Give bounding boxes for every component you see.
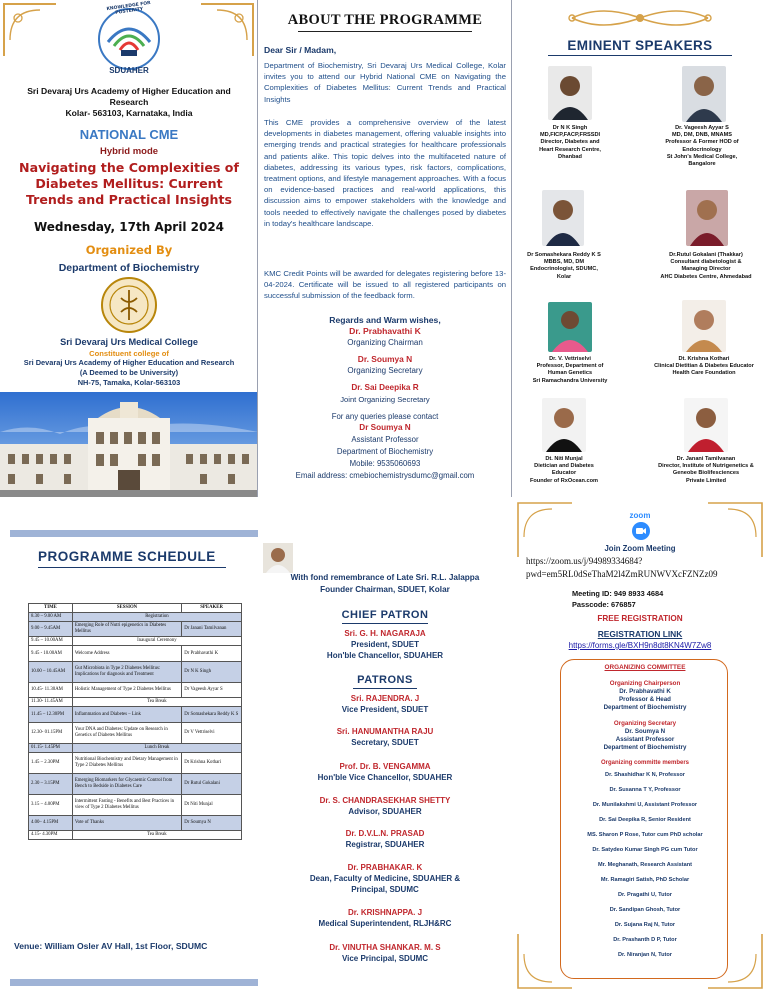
- speaker-photo: [682, 300, 726, 352]
- about-heading: ABOUT THE PROGRAMME: [287, 12, 483, 28]
- free-registration: FREE REGISTRATION: [597, 614, 683, 623]
- table-row: [29, 723, 242, 744]
- column-header: TIME: [29, 604, 73, 613]
- speaker-card: Dt. Krishna Kothari Clinical Dietitian & Diabetes Educator Health Care Foundation: [654, 356, 754, 377]
- session-cell: Holistic Management of Type 2 Diabetes Mellitus: [72, 683, 181, 698]
- time-cell: 4.15- 4.30PM: [29, 831, 73, 840]
- patron-role: Registrar, SDUAHER: [345, 840, 425, 849]
- table-row: [29, 646, 242, 662]
- about-panel: [258, 0, 512, 497]
- contact-role: Assistant Professor: [351, 435, 419, 444]
- ornament-header-icon: [512, 0, 768, 36]
- contact-name: Dr Soumya N: [359, 423, 411, 432]
- zoom-heading: Join Zoom Meeting: [604, 544, 676, 553]
- patron-name: Prof. Dr. B. VENGAMMA: [339, 762, 431, 771]
- session-cell: Emerging Role of Nutri epigenetics in Diabetes Mellitus: [72, 622, 181, 637]
- meeting-id: Meeting ID: 949 8933 4684: [572, 589, 664, 598]
- committee-member: Dr. Sujana Raj N, Tutor: [614, 922, 676, 928]
- college-emblem-icon: [99, 276, 159, 334]
- speaker-photo: [684, 398, 728, 452]
- time-cell: 11.45 – 12.30PM: [29, 707, 73, 723]
- time-cell: 3.15 – 4.00PM: [29, 795, 73, 816]
- committee-member: Dr. Satydeo Kumar Singh PG cum Tutor: [592, 847, 698, 853]
- table-row: [29, 831, 242, 840]
- table-row: [29, 707, 242, 723]
- college-building-image: [0, 392, 258, 497]
- heading-underline: [298, 31, 472, 32]
- session-cell: Gut Microbiota in Type 2 Diabetes Mellitus: Implications for diagnosis and Treatment: [72, 662, 181, 683]
- members-heading: Organizing committe members: [600, 760, 690, 766]
- session-cell: Emerging Biomarkers for Glycaemic Control from Bench to Bedside in Diabetes Care: [72, 774, 181, 795]
- speaker-cell: Dt Krishna Kothari: [182, 753, 242, 774]
- session-cell: Inflammation and Diabetes – Link: [72, 707, 181, 723]
- session-cell: Nutritional Biochemistry and Dietary Management in Type 2 Diabetes Mellitus: [72, 753, 181, 774]
- committee-heading: ORGANIZING COMMITTEE: [604, 664, 686, 671]
- venue: Venue: William Osler AV Hall, 1st Floor, SDUMC: [14, 941, 208, 951]
- chair-role: Organizing Chairman: [347, 338, 423, 347]
- zoom-link[interactable]: https://zoom.us/j/94989334684?: [526, 556, 643, 566]
- committee-member: Mr. Ramagiri Satish, PhD Scholar: [600, 877, 690, 883]
- heading-underline: [38, 567, 226, 568]
- patron-name: Dr. PRABHAKAR. K: [347, 863, 423, 872]
- heading-underline: [353, 688, 417, 689]
- table-row: [29, 683, 242, 698]
- speaker-card: Dr Somashekara Reddy K S MBBS, MD, DM Endocrinologist, SDUMC, Kolar: [527, 252, 601, 280]
- corner-ornament-icon: [197, 0, 257, 60]
- remembrance-line: Founder Chairman, SDUET, Kolar: [320, 585, 450, 594]
- table-row: [29, 613, 242, 622]
- speaker-card: Dr. Vageesh Ayyar S MD, DM, DNB, MNAMS Professor & Former HOD of Endocrinology St John's Medical College, Bangalore: [665, 125, 739, 168]
- contact-intro: For any queries please contact: [331, 412, 439, 421]
- speaker-card: Dr N K Singh MD,FICP,FACP,FRSSDI Director, Diabetes and Heart Research Centre, Dhanbad: [539, 125, 601, 160]
- time-cell: 12.30- 01.15PM: [29, 723, 73, 744]
- greeting: Dear Sir / Madam,: [264, 45, 337, 55]
- speaker-cell: Dr V Vettriselvi: [182, 723, 242, 744]
- table-row: [29, 774, 242, 795]
- committee-member: Dr. Niranjan N, Tutor: [618, 952, 672, 958]
- chief-patron-role: Hon'ble Chancellor, SDUAHER: [326, 651, 444, 660]
- heading-underline: [548, 55, 732, 56]
- logo-text: SDUAHER: [109, 66, 149, 75]
- speaker-photo: [542, 190, 584, 246]
- patron-name: Sri. RAJENDRA. J: [350, 694, 420, 703]
- patron-role: Vice Principal, SDUMC: [341, 954, 429, 963]
- patron-name: Dr. D.V.L.N. PRASAD: [345, 829, 425, 838]
- passcode: Passcode: 676857: [572, 600, 636, 609]
- cme-mode: Hybrid mode: [99, 146, 159, 157]
- contact-email[interactable]: Email address: cmebiochemistrysdumc@gmail.com: [295, 471, 475, 480]
- time-cell: 01.15- 1.45PM: [29, 744, 73, 753]
- zoom-link[interactable]: pwd=em5RL0dSeThaM2l4ZmRUNWVXcFZNZz09: [526, 569, 718, 579]
- heading-underline: [342, 623, 428, 624]
- chairperson-heading: Organizing Chairperson: [609, 680, 681, 687]
- patron-name: Dr. S. CHANDRASEKHAR SHETTY: [319, 796, 451, 805]
- speaker-photo: [542, 398, 586, 452]
- session-cell: Tea Break: [72, 831, 241, 840]
- table-row: [29, 622, 242, 637]
- time-cell: 10.45- 11.30AM: [29, 683, 73, 698]
- table-row: [29, 816, 242, 831]
- zoom-logo-text: zoom: [629, 511, 651, 520]
- patron-role: Vice President, SDUET: [341, 705, 429, 714]
- speaker-cell: Dt Niti Munjal: [182, 795, 242, 816]
- column-header: SESSION: [72, 604, 181, 613]
- organized-by-label: Organized By: [85, 243, 173, 257]
- speaker-photo: [686, 190, 728, 246]
- session-cell: Lunch Break: [72, 744, 241, 753]
- regards-line: Regards and Warm wishes,: [329, 315, 441, 325]
- patron-role: Principal, SDUMC: [351, 885, 419, 894]
- overview-paragraph: This CME provides a comprehensive overview of the latest developments in diabetes management, offering valuable insights into emerging trends and practical strategies for healthcare professionals and patients alike. This topic delves into the multifaceted nature of diabetes, addressing its various types, risk factors, complications, treatment options, and lifestyle management approaches. With a focus on evidence-based practices and real-world applications, this discussion aims to empower stakeholders with the knowledge and tools needed to effectively navigate the challenges posed by diabetes in today's healthcare landscape.: [264, 118, 506, 228]
- chair-name: Dr. Prabhavathi K: [349, 326, 421, 336]
- speaker-cell: Dr Soumya N: [182, 816, 242, 831]
- speaker-cell: Dr Somashekara Reddy K S: [182, 707, 242, 723]
- patron-role: Advisor, SDUAHER: [348, 807, 422, 816]
- time-cell: 9.45 – 10.00AM: [29, 637, 73, 646]
- joint-secretary-role: Joint Organizing Secretary: [340, 395, 430, 404]
- patron-name: Sri. HANUMANTHA RAJU: [336, 727, 434, 736]
- table-header-row: [29, 604, 242, 613]
- speaker-photo: [548, 302, 592, 352]
- institution-name: Sri Devaraj Urs Academy of Higher Education and Research Kolar- 563103, Karnataka, India: [27, 86, 231, 118]
- table-row: [29, 753, 242, 774]
- table-row: [29, 698, 242, 707]
- contact-mobile: Mobile: 9535060693: [349, 459, 421, 468]
- committee-member: Dr. Sandipan Ghosh, Tutor: [609, 907, 681, 913]
- cme-title: Navigating the Complexities of Diabetes Mellitus: Current Trends and Practical Insights: [19, 160, 239, 207]
- contact-department: Department of Biochemistry: [336, 447, 434, 456]
- constituent-label: Constituent college of: [89, 349, 169, 358]
- organizing-committee-box: ORGANIZING COMMITTEE Organizing Chairperson Dr. Prabhavathi K Professor & Head Department of Biochemistry Organizing Secretary Dr. Soumya N Assistant Professor Department of Biochemistry Organizing committe members Dr. Shashidhar K N, Professor Dr. Susanna T Y, Professor Dr. Munilakshmi U, Assistant Professor Dr. Sai Deepika R, Senior Resident MS. Sharon P Rose, Tutor cum PhD scholar Dr. Satydeo Kumar Singh PG cum Tutor Mr. Meghanath, Research Assistant Mr. Ramagiri Satish, PhD Scholar Dr. Pragathi U, Tutor Dr. Sandipan Ghosh, Tutor Dr. Sujana Raj N, Tutor Dr. Prashanth D P, Tutor Dr. Niranjan N, Tutor: [560, 659, 728, 979]
- schedule-heading: PROGRAMME SCHEDULE: [38, 549, 216, 564]
- chief-patron-name: Sri. G. H. NAGARAJA: [344, 629, 426, 638]
- department-name: Department of Biochemistry: [58, 262, 200, 274]
- speaker-card: Dr. Janani Tamilvanan Director, Institute of Nutrigenetics & Geneobe Biolifesciences Private Limited: [658, 456, 754, 484]
- table-row: [29, 637, 242, 646]
- event-date: Wednesday, 17th April 2024: [33, 220, 225, 234]
- secretary-role: Organizing Secretary: [347, 366, 423, 375]
- patrons-heading: PATRONS: [357, 674, 413, 686]
- committee-member: Dr. Pragathi U, Tutor: [618, 892, 672, 898]
- speaker-card: Dr. V. Vettriselvi Professor, Department of Human Genetics Sri Ramachandra University: [532, 356, 608, 384]
- speakers-panel: [512, 0, 768, 497]
- speakers-heading: EMINENT SPEAKERS: [567, 38, 713, 53]
- committee-member: MS. Sharon P Rose, Tutor cum PhD scholar: [587, 832, 703, 838]
- committee-member: Dr. Sai Deepika R, Senior Resident: [599, 817, 691, 823]
- cme-label: NATIONAL CME: [79, 127, 179, 142]
- speaker-card: Dr.Rutul Gokalani (Thakkar) Consultant diabetologist & Managing Director AHC Diabetes Centre, Ahmedabad: [660, 252, 752, 280]
- session-cell: Registration: [72, 613, 241, 622]
- registration-link[interactable]: https://forms.gle/BXH9n8dt8KN4W7Zw8: [568, 641, 712, 650]
- table-row: [29, 795, 242, 816]
- patron-role: Dean, Faculty of Medicine, SDUAHER &: [309, 874, 461, 883]
- registration-panel: [512, 497, 768, 994]
- committee-member: Dr. Munilakshmi U, Assistant Professor: [592, 802, 698, 808]
- time-cell: 8.30 – 9.00 AM: [29, 613, 73, 622]
- session-cell: Inaugural Ceremony: [72, 637, 241, 646]
- secretary-name: Dr. Soumya N: [357, 354, 413, 364]
- speaker-cell: Dr Janani Tamilvanan: [182, 622, 242, 637]
- session-cell: Vote of Thanks: [72, 816, 181, 831]
- speaker-cell: Dr Rutul Gokalani: [182, 774, 242, 795]
- chief-patron-heading: CHIEF PATRON: [341, 609, 429, 621]
- table-row: [29, 662, 242, 683]
- patrons-panel: [258, 497, 512, 994]
- secretary-heading: Organizing Secretary: [613, 720, 677, 727]
- session-cell: Welcome Address: [72, 646, 181, 662]
- logo-motto: KNOWLEDGE FOR POSTERITY: [106, 0, 151, 16]
- remembrance-line: With fond remembrance of Late Sri. R.L. Jalappa: [290, 573, 480, 582]
- committee-member: Dr. Susanna T Y, Professor: [609, 787, 681, 793]
- patron-name: Dr. KRISHNAPPA. J: [347, 908, 423, 917]
- speaker-cell: Dr N K Singh: [182, 662, 242, 683]
- founder-photo: [263, 543, 293, 573]
- schedule-body: [29, 613, 242, 840]
- session-cell: Tea Break: [72, 698, 241, 707]
- time-cell: 2.30 – 3.15PM: [29, 774, 73, 795]
- speaker-card: Dt. Niti Munjal Dietician and Diabetes Educator Founder of RxOcean.com: [529, 456, 599, 484]
- patron-role: Hon'ble Vice Chancellor, SDUAHER: [317, 773, 453, 782]
- joint-secretary-name: Dr. Sai Deepika R: [351, 383, 419, 392]
- time-cell: 11.30- 11.45AM: [29, 698, 73, 707]
- time-cell: 9.45 - 10.00AM: [29, 646, 73, 662]
- committee-member: Dr. Shashidhar K N, Professor: [605, 772, 685, 778]
- schedule-table: [28, 603, 242, 840]
- column-header: SPEAKER: [182, 604, 242, 613]
- session-cell: Intermittent Fasting - Benefits and Best Practices in view of Type 2 Diabetes Mellitus: [72, 795, 181, 816]
- credits-paragraph: KMC Credit Points will be awarded for delegates registering before 13-04-2024. Certificate will be issued to all registered participants on successful submission of the feedback form.: [264, 269, 506, 301]
- speaker-cell: Dr Prabhavathi K: [182, 646, 242, 662]
- patron-role: Medical Superintendent, RLJH&RC: [318, 919, 452, 928]
- time-cell: 1.45 – 2.30PM: [29, 753, 73, 774]
- time-cell: 9.00 – 9.45AM: [29, 622, 73, 637]
- registration-link-heading: REGISTRATION LINK: [597, 629, 683, 639]
- intro-paragraph: Department of Biochemistry, Sri Devaraj Urs Medical College, Kolar invites you to attend our Hybrid National CME on Navigating the Complexities of Diabetes Mellitus: Current Trends and Practical Insights: [264, 61, 506, 104]
- college-address: Sri Devaraj Urs Academy of Higher Education and Research (A Deemed to be University) NH-75, Tamaka, Kolar-563103: [23, 358, 235, 387]
- speaker-cell: Dr Vageesh Ayyar S: [182, 683, 242, 698]
- committee-member: Mr. Meghanath, Research Assistant: [598, 862, 692, 868]
- patron-name: Dr. VINUTHA SHANKAR. M. S: [329, 943, 441, 952]
- table-row: [29, 744, 242, 753]
- speaker-photo: [682, 66, 726, 122]
- corner-ornament-icon: [0, 0, 60, 60]
- time-cell: 10.00 – 10.45AM: [29, 662, 73, 683]
- patron-role: Secretary, SDUET: [351, 738, 419, 747]
- chief-patron-role: President, SDUET: [350, 640, 419, 649]
- schedule-panel: [0, 497, 258, 994]
- time-cell: 4.00– 4.15PM: [29, 816, 73, 831]
- session-cell: Your DNA and Diabetes: Update on Research in Genetics of Diabetes Mellitus: [72, 723, 181, 744]
- cover-panel: [0, 0, 258, 497]
- speaker-photo: [548, 66, 592, 120]
- zoom-icon: [632, 522, 650, 540]
- college-name: Sri Devaraj Urs Medical College: [60, 337, 198, 347]
- committee-member: Dr. Prashanth D P, Tutor: [613, 937, 677, 943]
